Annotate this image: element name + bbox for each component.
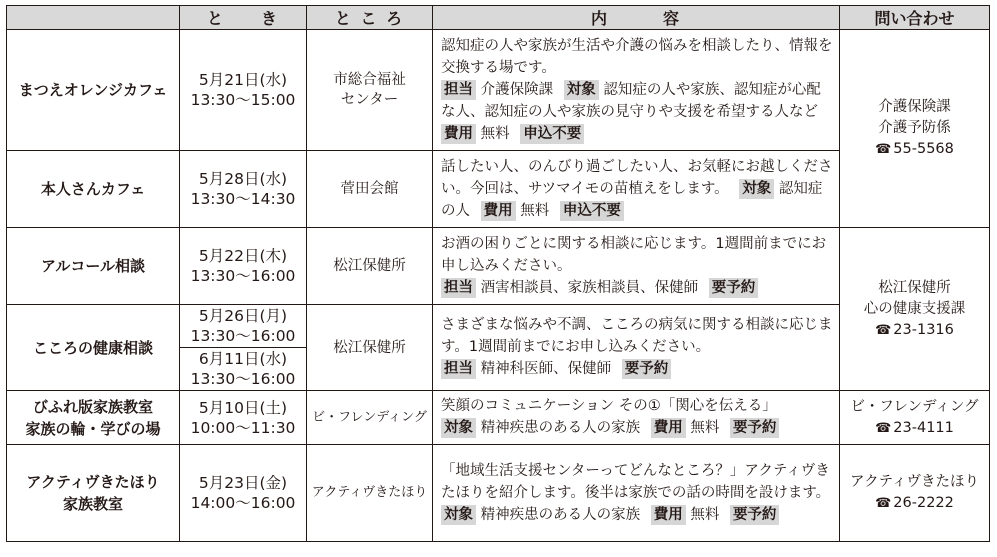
taisho-value: 精神疾患のある人の家族 [480,420,641,436]
event-time: 13:30〜16:00 [190,267,296,285]
event-place [307,30,433,151]
tag-yoyaku: 要予約 [622,359,672,379]
telephone-icon: ☎ [875,322,892,338]
header-blank [7,6,180,30]
tag-tanto: 担当 [441,359,476,379]
event-time: 14:00〜16:00 [190,494,296,512]
event-name [7,445,180,542]
event-when-2 [180,347,306,390]
event-content [433,305,840,391]
event-name: こころの健康相談 [7,305,180,391]
event-time: 13:30〜16:00 [190,327,296,345]
event-name-line2: 家族教室 [62,495,123,513]
event-place-line1: 市総合福祉 [333,72,406,88]
event-description: 話したい人、のんびり過ごしたい人、お気軽にお越しください。今回は、サツマイモの苗植えをします。 [441,158,833,197]
tag-yoyaku: 要予約 [709,278,759,298]
contact-dept: 心の健康支援課 [863,300,966,317]
event-date: 5月22日(木) [198,247,288,265]
contact-cell [840,30,990,228]
contact-tel: 23-1316 [893,321,954,338]
event-time: 13:30〜15:00 [190,91,296,109]
tag-tanto: 担当 [441,80,476,100]
taisho-value: 認知症の人 [441,180,823,219]
telephone-icon: ☎ [875,496,892,511]
contact-org: 介護保険課 [878,99,951,115]
table-row [7,445,990,542]
event-place: 松江保健所 [307,228,433,305]
hiyo-value: 無料 [480,125,510,142]
contact-tel: 23-4111 [893,419,954,436]
contact-org: ビ・フレンディング [850,398,979,415]
event-name-line1: びふれ版家族教室 [32,397,153,416]
contact-phone [840,493,989,514]
tag-moushikomi: 申込不要 [560,201,624,221]
contact-org: アクティヴきたほり [850,474,979,490]
event-date: 5月26日(月) [198,307,288,325]
event-date: 5月21日(水) [198,71,288,89]
event-date: 5月23日(金) [198,474,288,492]
event-content [433,30,840,151]
event-when [180,391,307,445]
contact-tel: 55-5568 [893,141,954,157]
event-time: 10:00〜11:30 [190,418,296,437]
tag-tanto: 担当 [441,278,476,298]
event-name [7,391,180,445]
event-when [180,305,307,391]
header-content: 内 容 [433,6,840,30]
event-place: ビ・フレンディング [307,391,433,445]
event-description: 笑顔のコミュニケーション その①「関心を伝える」 [441,398,777,414]
tanto-value: 酒害相談員、家族相談員、保健師 [480,279,699,296]
event-when [180,30,307,151]
event-time: 13:30〜14:30 [190,190,296,208]
tag-hiyo: 費用 [441,124,476,144]
contact-phone [840,139,989,160]
event-content [433,228,840,305]
event-date: 6月11日(水) [198,350,288,368]
table-row [7,228,990,305]
contact-dept: 介護予防係 [878,120,951,136]
event-name-line2: 家族の輪・学びの場 [25,419,161,438]
tag-taisho: 対象 [739,179,774,199]
telephone-icon: ☎ [875,142,892,157]
event-when [180,151,307,228]
event-place: アクティヴきたほり [307,445,433,542]
tag-moushikomi: 申込不要 [520,124,584,144]
event-content [433,151,840,228]
tag-hiyo: 費用 [651,505,686,525]
event-table [6,5,990,542]
hiyo-value: 無料 [520,202,550,219]
event-when [180,445,307,542]
tanto-value: 精神科医師、保健師 [480,361,612,377]
event-time: 13:30〜16:00 [190,370,296,388]
tag-yoyaku: 要予約 [730,418,780,438]
hiyo-value: 無料 [690,420,720,436]
event-date: 5月28日(水) [198,170,288,188]
event-place: 菅田会館 [307,151,433,228]
contact-phone [840,418,989,439]
event-table-container [6,5,990,542]
header-when: と き [180,6,307,30]
event-content [433,445,840,542]
event-description: さまざまな悩みや不調、こころの病気に関する相談に応じます。1週間前までにお申し込みください。 [441,317,833,355]
contact-phone [840,320,989,341]
event-description: 「地域生活支援センターってどんなところ？」アクティヴきたほりを紹介します。後半は家族での話の時間を設けます。 [441,462,831,501]
tag-hiyo: 費用 [651,418,686,438]
contact-cell [840,445,990,542]
contact-org: 松江保健所 [878,279,951,296]
header-where: と こ ろ [307,6,433,30]
table-row [7,391,990,445]
event-name: まつえオレンジカフェ [7,30,180,151]
event-when [180,228,307,305]
event-name: 本人さんカフェ [7,151,180,228]
event-date: 5月10日(土) [198,398,288,417]
contact-cell [840,228,990,391]
event-content [433,391,840,445]
event-name: アルコール相談 [7,228,180,305]
tag-taisho: 対象 [441,505,476,525]
contact-tel: 26-2222 [893,495,954,511]
table-row [7,30,990,151]
taisho-value: 精神疾患のある人の家族 [480,506,641,523]
tanto-value: 介護保険課 [480,81,554,98]
event-description: 認知症の人や家族が生活や介護の悩みを相談したり、情報を交換する場です。 [441,37,833,76]
tag-hiyo: 費用 [481,201,516,221]
tag-taisho: 対象 [441,418,476,438]
event-name-line1: アクティヴきたほり [26,473,160,491]
hiyo-value: 無料 [690,506,720,523]
event-place: 松江保健所 [307,305,433,391]
contact-cell [840,391,990,445]
telephone-icon: ☎ [875,420,892,436]
event-place-line2: センター [340,92,399,108]
event-when-1 [180,305,306,347]
tag-yoyaku: 要予約 [730,505,780,525]
header-contact: 問い合わせ [840,6,990,30]
tag-taisho: 対象 [564,80,599,100]
event-description: お酒の困りごとに関する相談に応じます。1週間前までにお申し込みください。 [441,235,827,274]
taisho-value: 認知症の人や家族、認知症が心配な人、認知症の人や家族の見守りや支援を希望する人など [441,81,821,120]
header-row [7,6,990,30]
